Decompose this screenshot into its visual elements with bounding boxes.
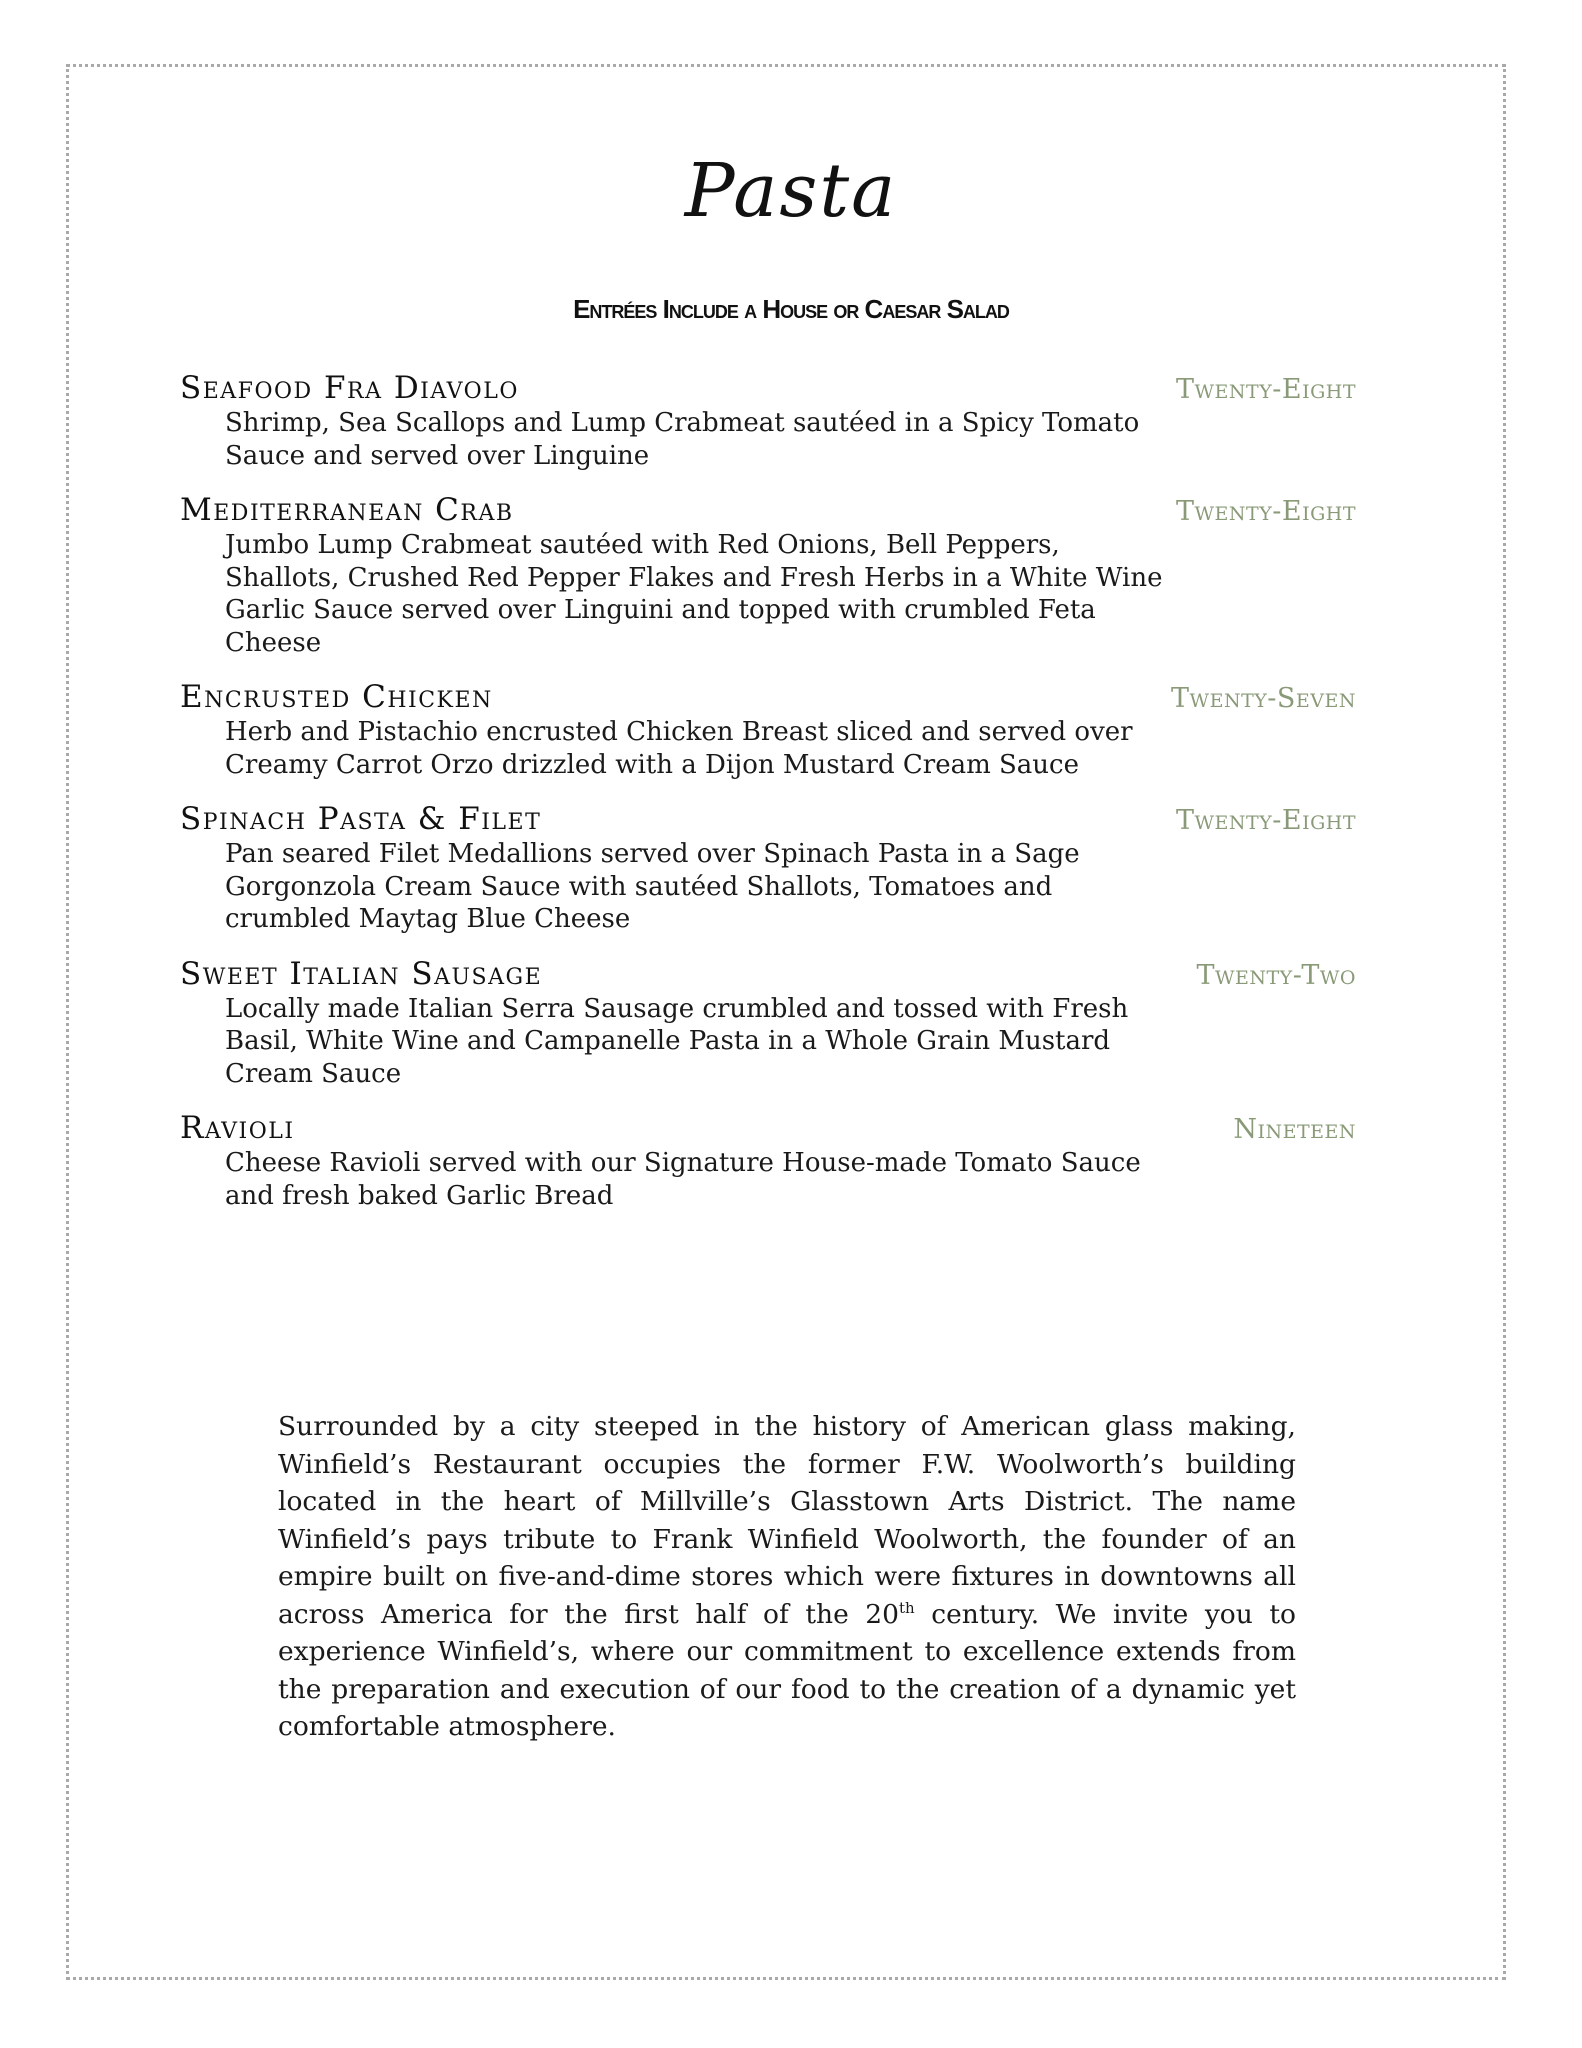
menu-item-name: Mediterranean Crab bbox=[180, 492, 514, 528]
menu-item bbox=[180, 492, 1356, 659]
menu-item-price: Twenty-Seven bbox=[1171, 683, 1356, 714]
menu-item bbox=[180, 956, 1356, 1091]
menu-item-price: Twenty-Two bbox=[1196, 959, 1356, 991]
menu-item bbox=[180, 1110, 1356, 1212]
ordinal-suffix: th bbox=[899, 1598, 915, 1617]
menu-item-price: Twenty-Eight bbox=[1175, 496, 1356, 527]
history-text-part-1: Surrounded by a city steeped in the history of American glass making, Winfield’s Restaurant occupies the former F.W. Woolworth’s building located in the heart of Millville’s Glasstown Arts District. The name Winfield’s pays tribute to Frank Winfield Woolworth, the founder of an empire built on five-and-dime stores which were fixtures in downtowns all across America for the first half of the 20 bbox=[278, 1411, 1296, 1630]
menu-item-description: Shrimp, Sea Scallops and Lump Crabmeat sautéed in a Spicy Tomato Sauce and served over Linguine bbox=[225, 408, 1140, 471]
menu-item bbox=[180, 801, 1356, 936]
menu-item-price: Twenty-Eight bbox=[1175, 805, 1356, 836]
menu-item-description: Cheese Ravioli served with our Signature House-made Tomato Sauce and fresh baked Garlic Bread bbox=[225, 1148, 1141, 1211]
menu-item-price: Twenty-Eight bbox=[1175, 374, 1356, 405]
menu-item-name: Sweet Italian Sausage bbox=[180, 955, 543, 992]
history-text-part-2: century. We invite you to experience Winfield’s, where our commitment to excellence extends from the preparation and execution of our food to the creation of a dynamic yet comfortable atmosphere. bbox=[278, 1598, 1296, 1742]
menu-item-price: Nineteen bbox=[1233, 1114, 1356, 1145]
menu-subtitle: Entrées Include a House or Caesar Salad bbox=[573, 294, 1009, 324]
menu-items bbox=[180, 370, 1356, 1232]
menu-item-name: Encrusted Chicken bbox=[180, 679, 493, 715]
menu-item bbox=[180, 370, 1356, 472]
menu-item-name: Seafood Fra Diavolo bbox=[180, 370, 519, 406]
menu-item-name: Spinach Pasta & Filet bbox=[180, 801, 542, 837]
menu-item-name: Ravioli bbox=[180, 1110, 295, 1146]
menu-item bbox=[180, 679, 1356, 781]
page-title: Pasta bbox=[684, 148, 898, 234]
restaurant-history-paragraph bbox=[278, 1408, 1296, 1746]
menu-item-description: Jumbo Lump Crabmeat sautéed with Red Onions, Bell Peppers, Shallots, Crushed Red Pepper Flakes and Fresh Herbs in a White Wine Garlic Sauce served over Linguini and topped with crumbled Feta Cheese bbox=[225, 530, 1163, 658]
menu-item-description: Locally made Italian Serra Sausage crumbled and tossed with Fresh Basil, White Wine and Campanelle Pasta in a Whole Grain Mustard Cream Sauce bbox=[225, 993, 1129, 1089]
menu-item-description: Pan seared Filet Medallions served over Spinach Pasta in a Sage Gorgonzola Cream Sauce with sautéed Shallots, Tomatoes and crumbled Maytag Blue Cheese bbox=[225, 839, 1080, 934]
menu-item-description: Herb and Pistachio encrusted Chicken Breast sliced and served over Creamy Carrot Orzo drizzled with a Dijon Mustard Cream Sauce bbox=[225, 717, 1133, 780]
